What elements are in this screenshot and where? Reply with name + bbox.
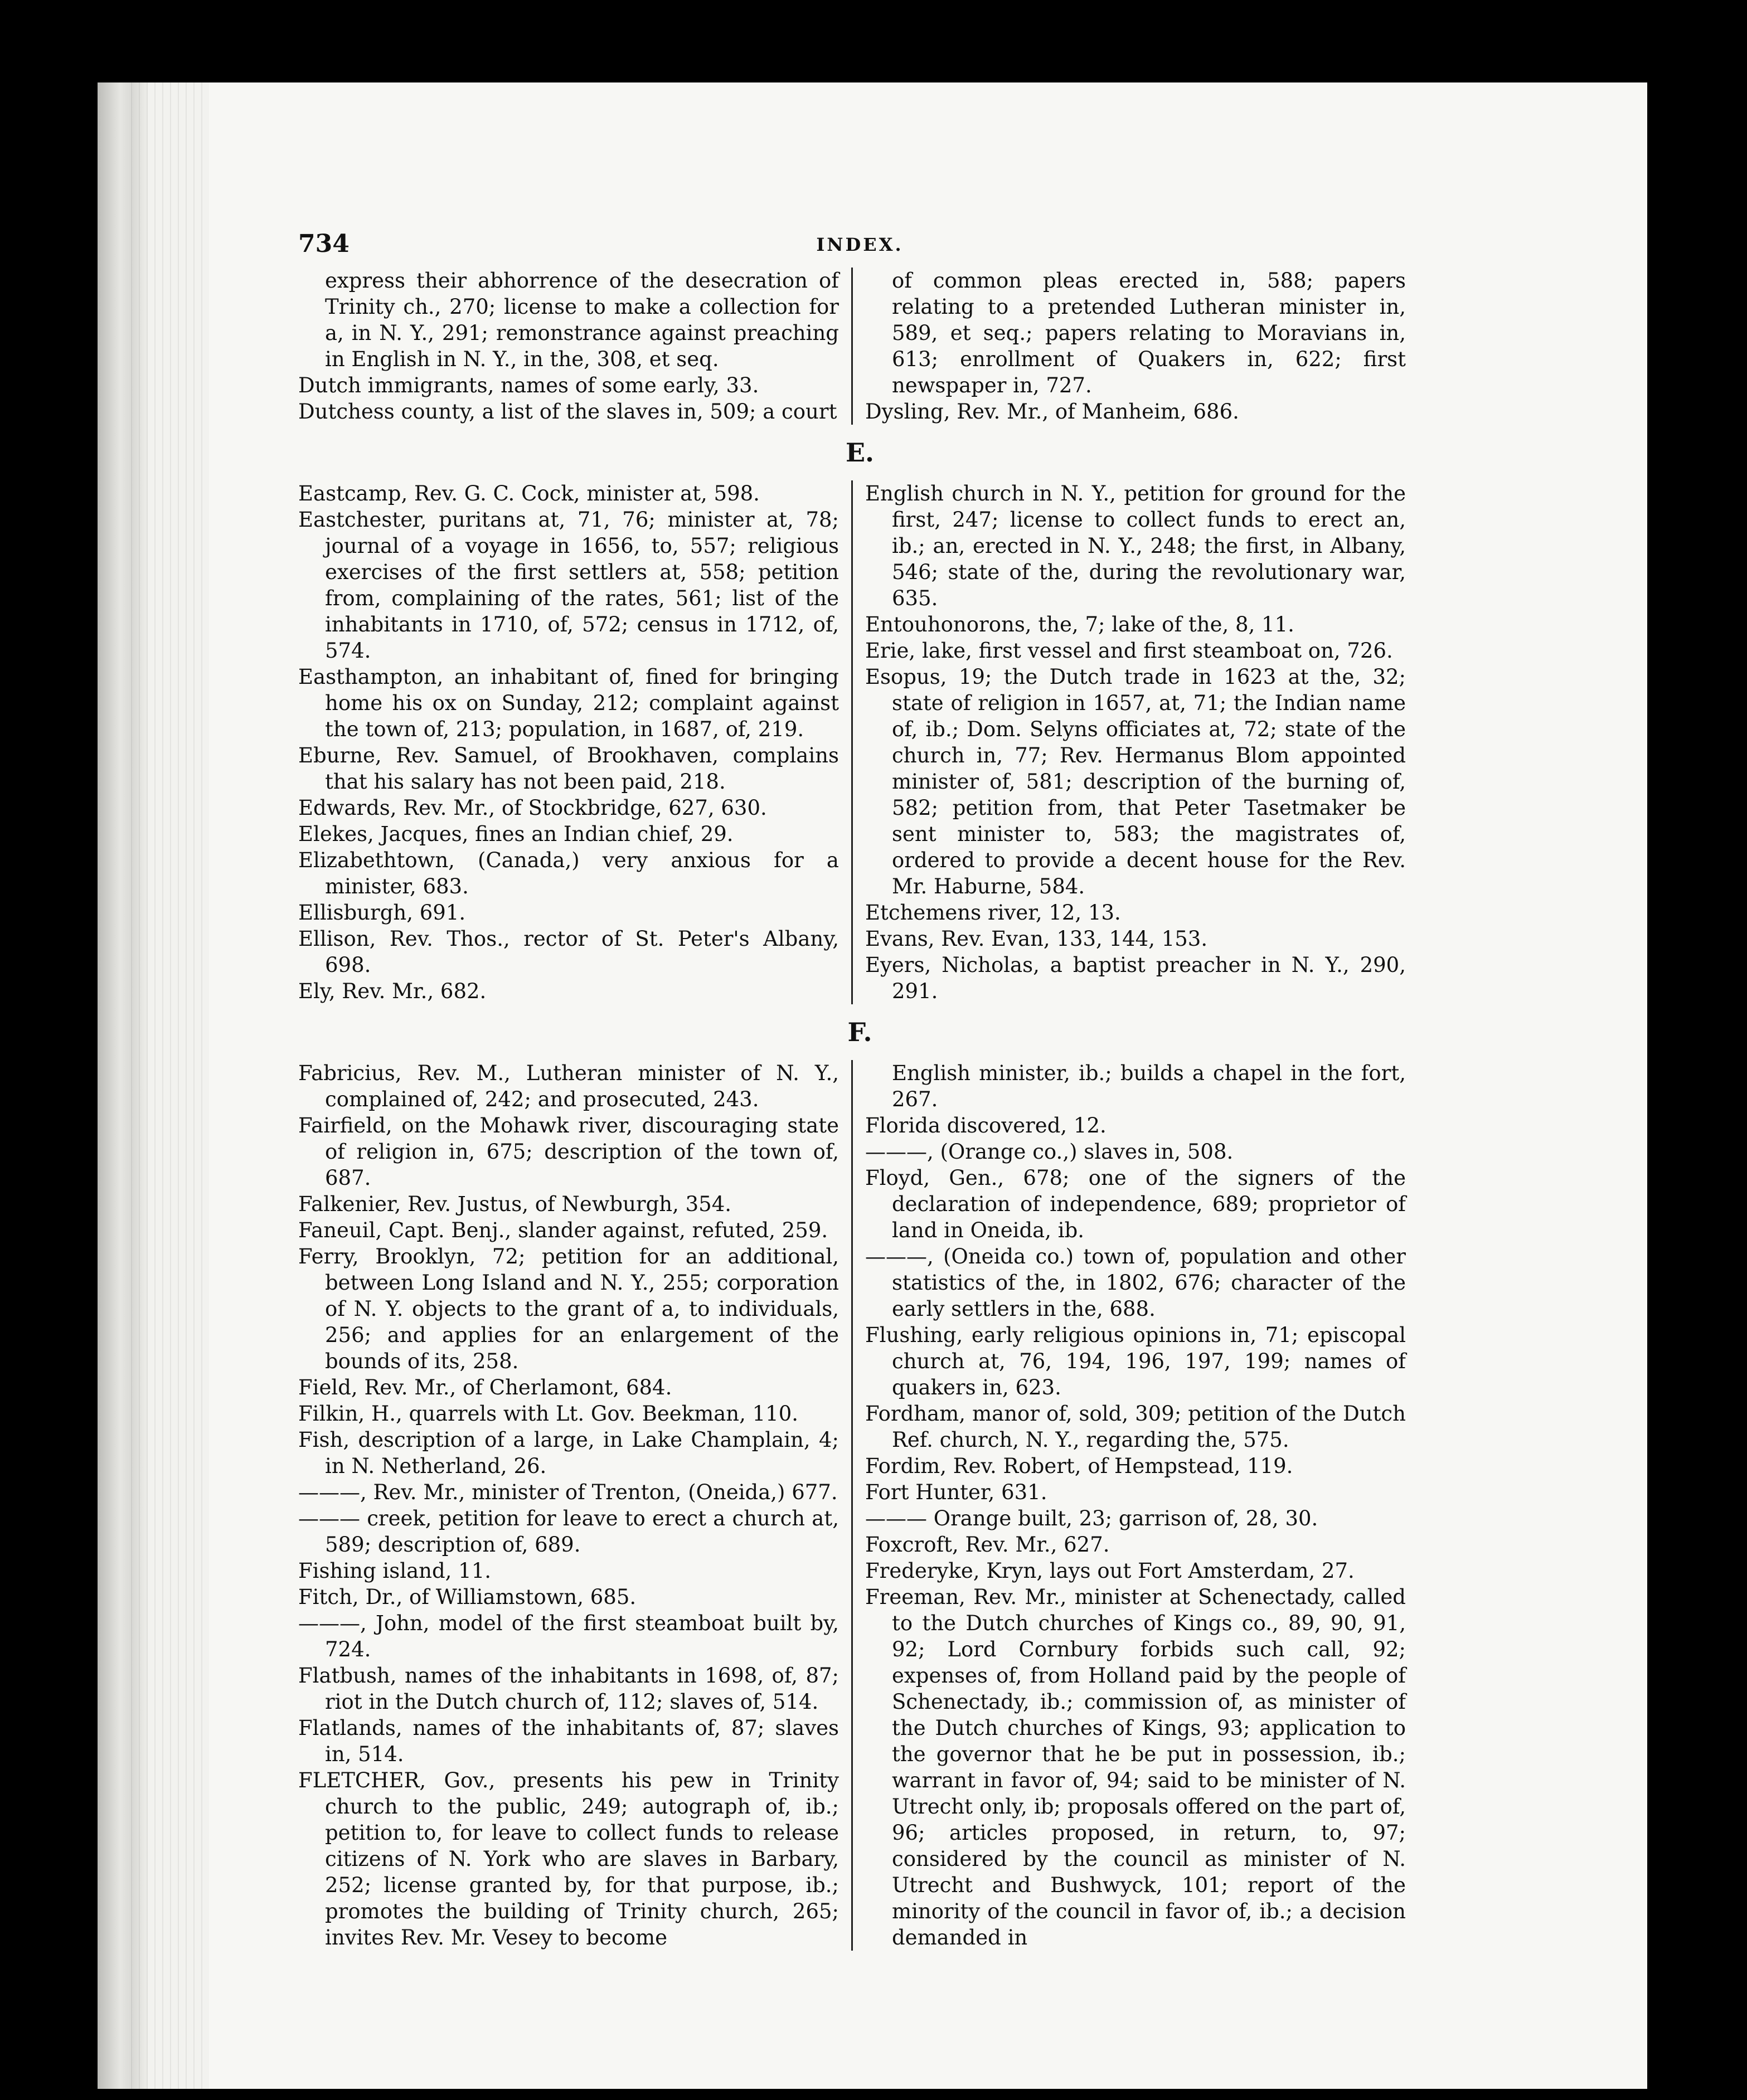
index-entry: ———, (Oneida co.) town of, population and other statistics of the, in 1802, 676; character of the early settlers in the, 688. [865, 1245, 1406, 1321]
index-entry: Esopus, 19; the Dutch trade in 1623 at the, 32; state of religion in 1657, at, 71; the Indian name of, ib.; Dom. Selyns officiates at, 72; state of the church in, 77; Rev. Hermanus Blom appointed minister of, 581; description of the burning of, 582; petition from, that Peter Tasetmaker be sent minister to, 583; the magistrates of, ordered to provide a decent house for the Rev. Mr. Haburne, 584. [865, 665, 1406, 898]
index-entry: Freeman, Rev. Mr., minister at Schenectady, called to the Dutch churches of Kings co., 89, 90, 91, 92; Lord Cornbury forbids such call, 92; expenses of, from Holland paid by the people of Schenectady, ib.; commission of, as minister of the Dutch churches of Kings, 93; application to the governor that he be put in possession, ib.; warrant in favor of, 94; said to be minister of N. Utrecht only, ib; proposals offered on the part of, 96; articles proposed, in return, to, 97; considered by the council as minister of N. Utrecht and Bushwyck, 101; report of the minority of the council in favor of, ib.; a decision demanded in [865, 1585, 1406, 1950]
two-column-block [298, 1060, 1421, 1951]
index-entry: Entouhonorons, the, 7; lake of the, 8, 11. [865, 612, 1294, 636]
index-entry: Erie, lake, first vessel and first steamboat on, 726. [865, 639, 1393, 663]
index-entry: Etchemens river, 12, 13. [865, 901, 1121, 925]
index-entry: Eyers, Nicholas, a baptist preacher in N. Y., 290, 291. [865, 953, 1406, 1003]
index-entry: Eastchester, puritans at, 71, 76; minister at, 78; journal of a voyage in 1656, to, 557; religious exercises of the first settlers at, 558; petition from, complaining of the rates, 561; list of the inhabitants in 1710, of, 572; census in 1712, of, 574. [298, 508, 839, 663]
index-entry: Ellison, Rev. Thos., rector of St. Peter's Albany, 698. [298, 927, 839, 977]
page-header [298, 230, 1421, 263]
right-column [851, 480, 1406, 1004]
index-entry: ———, (Orange co.,) slaves in, 508. [865, 1140, 1234, 1164]
index-entry: Frederyke, Kryn, lays out Fort Amsterdam, 27. [865, 1559, 1355, 1583]
index-entry: Falkenier, Rev. Justus, of Newburgh, 354. [298, 1192, 732, 1216]
index-entry: Fish, description of a large, in Lake Champlain, 4; in N. Netherland, 26. [298, 1428, 839, 1478]
index-entry: Foxcroft, Rev. Mr., 627. [865, 1533, 1110, 1557]
index-entry: Evans, Rev. Evan, 133, 144, 153. [865, 927, 1208, 951]
left-column [298, 268, 851, 425]
index-entry-continuation: of common pleas erected in, 588; papers relating to a pretended Lutheran minister in, 589, et seq.; papers relating to Moravians in, 613; enrollment of Quakers in, 622; first newspaper in, 727. [892, 269, 1406, 397]
index-entry: Fishing island, 11. [298, 1559, 492, 1583]
page-gutter [131, 82, 209, 2089]
left-column [298, 480, 851, 1004]
index-entry: Ferry, Brooklyn, 72; petition for an additional, between Long Island and N. Y., 255; corporation of N. Y. objects to the grant of a, to individuals, 256; and applies for an enlargement of the bounds of its, 258. [298, 1245, 839, 1373]
index-entry: FLETCHER, Gov., presents his pew in Trinity church to the public, 249; autograph of, ib.; petition to, for leave to collect funds to release citizens of N. York who are slaves in Barbary, 252; license granted by, for that purpose, ib.; promotes the building of Trinity church, 265; invites Rev. Mr. Vesey to become [298, 1768, 839, 1950]
index-entry: Faneuil, Capt. Benj., slander against, refuted, 259. [298, 1218, 828, 1242]
index-entry: Fordim, Rev. Robert, of Hempstead, 119. [865, 1454, 1293, 1478]
left-column [298, 1060, 851, 1951]
section-letter-heading: E. [845, 438, 875, 468]
index-entry: Ely, Rev. Mr., 682. [298, 979, 487, 1003]
index-entry: English church in N. Y., petition for ground for the first, 247; license to collect funds to erect an, ib.; an, erected in N. Y., 248; the first, in Albany, 546; state of the, during the revolutionary war, 635. [865, 482, 1406, 610]
two-column-block [298, 268, 1421, 425]
index-entry: Fabricius, Rev. M., Lutheran minister of N. Y., complained of, 242; and prosecuted, 243. [298, 1061, 839, 1111]
index-entry: ——— Orange built, 23; garrison of, 28, 30. [865, 1506, 1318, 1530]
two-column-block [298, 480, 1421, 1004]
index-entry: Flushing, early religious opinions in, 71; episcopal church at, 76, 194, 196, 197, 199; names of quakers in, 623. [865, 1323, 1406, 1399]
index-entry: Elizabethtown, (Canada,) very anxious for a minister, 683. [298, 848, 839, 898]
index-entry: Florida discovered, 12. [865, 1114, 1107, 1138]
index-entry-continuation: English minister, ib.; builds a chapel in the fort, 267. [892, 1061, 1406, 1111]
index-entry: Dutchess county, a list of the slaves in, 509; a court [298, 400, 837, 424]
running-head: INDEX. [816, 234, 904, 255]
index-entry: Flatlands, names of the inhabitants of, 87; slaves in, 514. [298, 1716, 839, 1766]
index-entry-continuation: express their abhorrence of the desecration of Trinity ch., 270; license to make a collection for a, in N. Y., 291; remonstrance against preaching in English in N. Y., in the, 308, et seq. [325, 269, 839, 371]
index-entry: Elekes, Jacques, fines an Indian chief, 29. [298, 822, 734, 846]
index-entry: Field, Rev. Mr., of Cherlamont, 684. [298, 1375, 672, 1399]
index-entry: ———, Rev. Mr., minister of Trenton, (Oneida,) 677. [298, 1480, 838, 1504]
index-entry: Fitch, Dr., of Williamstown, 685. [298, 1585, 637, 1609]
index-section [298, 268, 1421, 425]
index-entry: Eastcamp, Rev. G. C. Cock, minister at, 598. [298, 482, 760, 505]
right-column [851, 1060, 1406, 1951]
index-entry: Flatbush, names of the inhabitants in 1698, of, 87; riot in the Dutch church of, 112; slaves of, 514. [298, 1664, 839, 1714]
index-entry: Edwards, Rev. Mr., of Stockbridge, 627, 630. [298, 796, 767, 820]
index-entry: Eburne, Rev. Samuel, of Brookhaven, complains that his salary has not been paid, 218. [298, 743, 839, 794]
index-entry: Filkin, H., quarrels with Lt. Gov. Beekman, 110. [298, 1402, 798, 1426]
index-entry: Dysling, Rev. Mr., of Manheim, 686. [865, 400, 1239, 424]
index-section [298, 425, 1421, 1004]
index-entry: Floyd, Gen., 678; one of the signers of the declaration of independence, 689; proprietor of land in Oneida, ib. [865, 1166, 1406, 1242]
index-entry: Fairfield, on the Mohawk river, discouraging state of religion in, 675; description of the town of, 687. [298, 1114, 839, 1190]
index-entry: ———, John, model of the first steamboat built by, 724. [298, 1611, 839, 1661]
right-column [851, 268, 1406, 425]
page-number: 734 [298, 230, 350, 258]
index-entry: Easthampton, an inhabitant of, fined for bringing home his ox on Sunday, 212; complaint against the town of, 213; population, in 1687, of, 219. [298, 665, 839, 741]
index-entry: Ellisburgh, 691. [298, 901, 466, 925]
index-entry: Fort Hunter, 631. [865, 1480, 1047, 1504]
index-entry: Fordham, manor of, sold, 309; petition of the Dutch Ref. church, N. Y., regarding the, 575. [865, 1402, 1406, 1452]
index-entry: ——— creek, petition for leave to erect a church at, 589; description of, 689. [298, 1506, 839, 1557]
index-content [298, 268, 1421, 1951]
index-section [298, 1004, 1421, 1951]
section-letter-heading: F. [847, 1017, 872, 1047]
index-entry: Dutch immigrants, names of some early, 33. [298, 373, 759, 397]
